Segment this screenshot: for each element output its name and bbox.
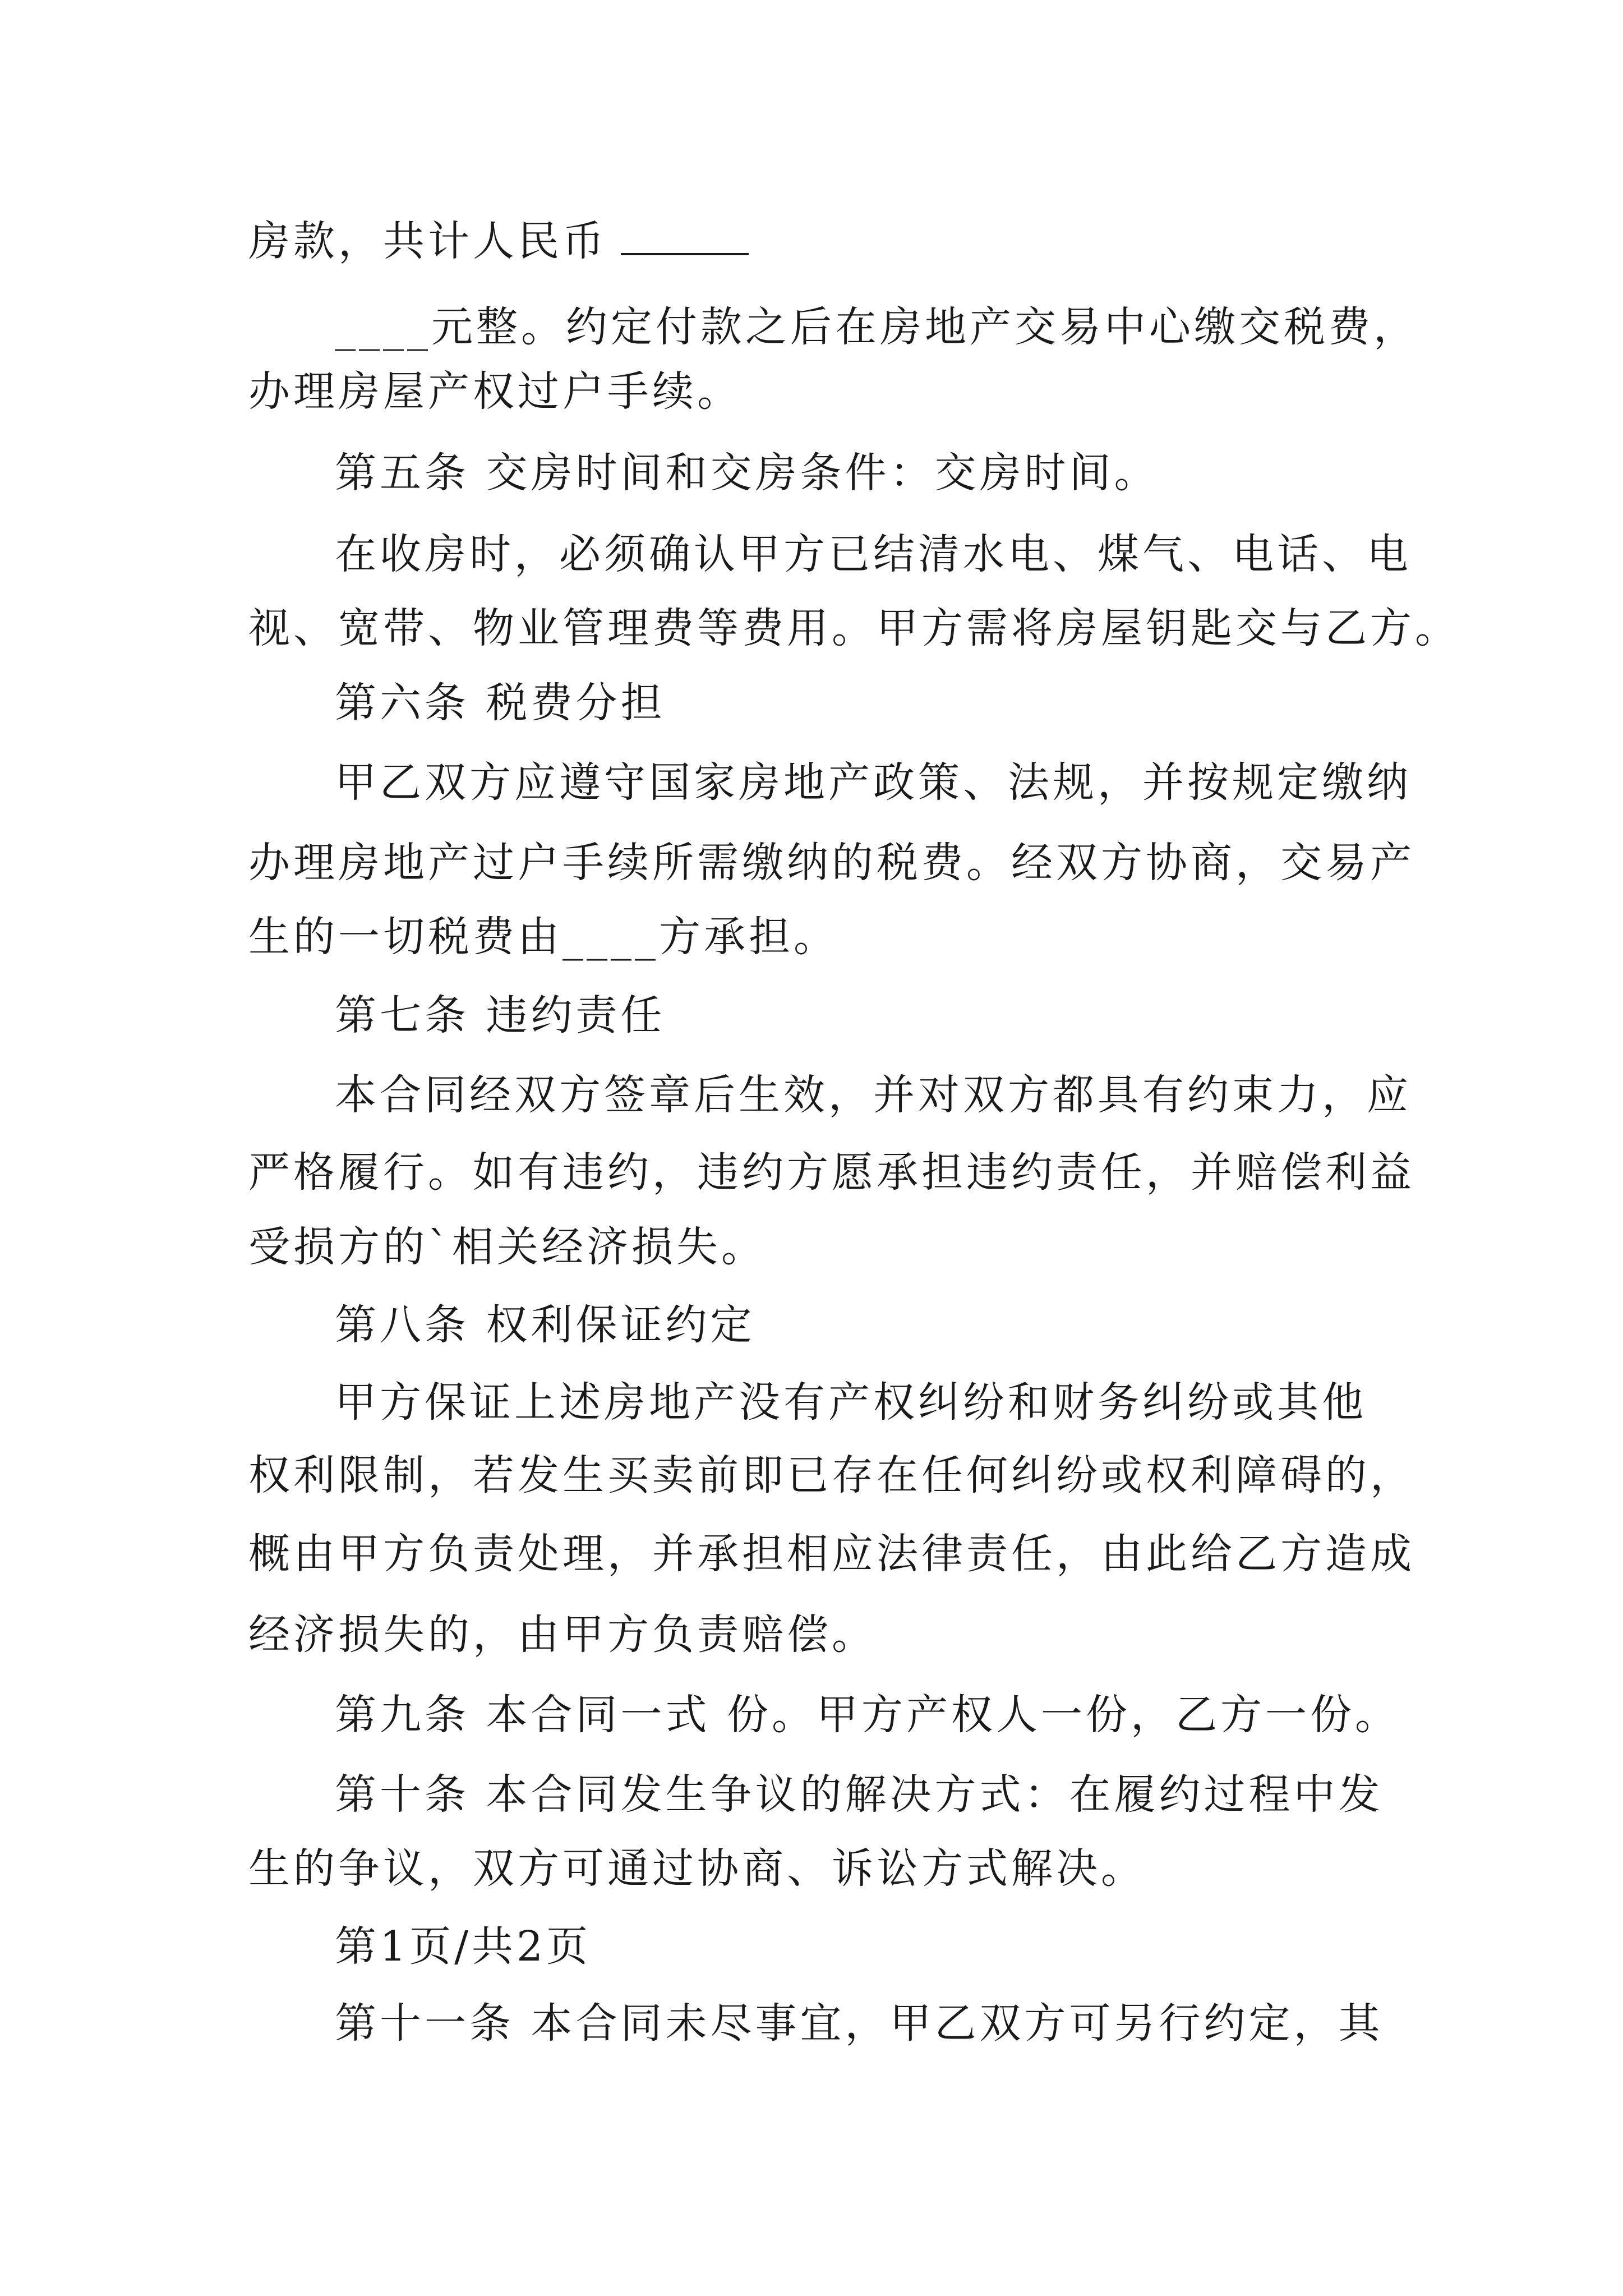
amount-blank-underline bbox=[621, 253, 749, 255]
text-line-14: 受损方的`相关经济损失。 bbox=[248, 1223, 766, 1271]
article-6-heading: 第六条 税费分担 bbox=[335, 679, 666, 727]
text-line-2: ____元整。约定付款之后在房地产交易中心缴交税费， bbox=[335, 303, 1418, 351]
text-line-22: 生的争议，双方可通过协商、诉讼方式解决。 bbox=[248, 1844, 1146, 1893]
article-8-heading: 第八条 权利保证约定 bbox=[335, 1301, 755, 1349]
text-line-17: 权利限制，若发生买卖前即已存在任何纠纷或权利障碍的， bbox=[248, 1451, 1415, 1499]
text-line-12: 本合同经双方签章后生效，并对双方都具有约束力，应 bbox=[335, 1071, 1412, 1119]
text-line-6: 视、宽带、物业管理费等费用。甲方需将房屋钥匙交与乙方。 bbox=[248, 604, 1460, 652]
text-line-8: 甲乙双方应遵守国家房地产政策、法规，并按规定缴纳 bbox=[335, 758, 1412, 807]
text-line-13: 严格履行。如有违约，违约方愿承担违约责任，并赔偿利益 bbox=[248, 1148, 1415, 1197]
article-11-heading: 第十一条 本合同未尽事宜，甲乙双方可另行约定，其 bbox=[335, 1999, 1384, 2047]
text-line-5: 在收房时，必须确认甲方已结清水电、煤气、电话、电 bbox=[335, 530, 1412, 578]
article-5-heading: 第五条 交房时间和交房条件：交房时间。 bbox=[335, 449, 1159, 497]
text-line-16: 甲方保证上述房地产没有产权纠纷和财务纠纷或其他 bbox=[335, 1378, 1367, 1427]
text-line-1-content: 房款，共计人民币 bbox=[248, 217, 607, 265]
text-line-19: 经济损失的，由甲方负责赔偿。 bbox=[248, 1611, 877, 1659]
text-line-3: 办理房屋产权过户手续。 bbox=[248, 367, 742, 416]
text-line-9: 办理房地产过户手续所需缴纳的税费。经双方协商，交易产 bbox=[248, 839, 1415, 887]
article-10-heading: 第十条 本合同发生争议的解决方式：在履约过程中发 bbox=[335, 1770, 1384, 1819]
article-9-heading: 第九条 本合同一式 份。甲方产权人一份，乙方一份。 bbox=[335, 1691, 1400, 1739]
text-line-10: 生的一切税费由____方承担。 bbox=[248, 913, 838, 961]
page-number: 第1页/共2页 bbox=[335, 1922, 592, 1971]
text-line-18: 概由甲方负责处理，并承担相应法律责任，由此给乙方造成 bbox=[248, 1530, 1415, 1578]
article-7-heading: 第七条 违约责任 bbox=[335, 991, 666, 1039]
text-line-1 bbox=[248, 213, 749, 269]
